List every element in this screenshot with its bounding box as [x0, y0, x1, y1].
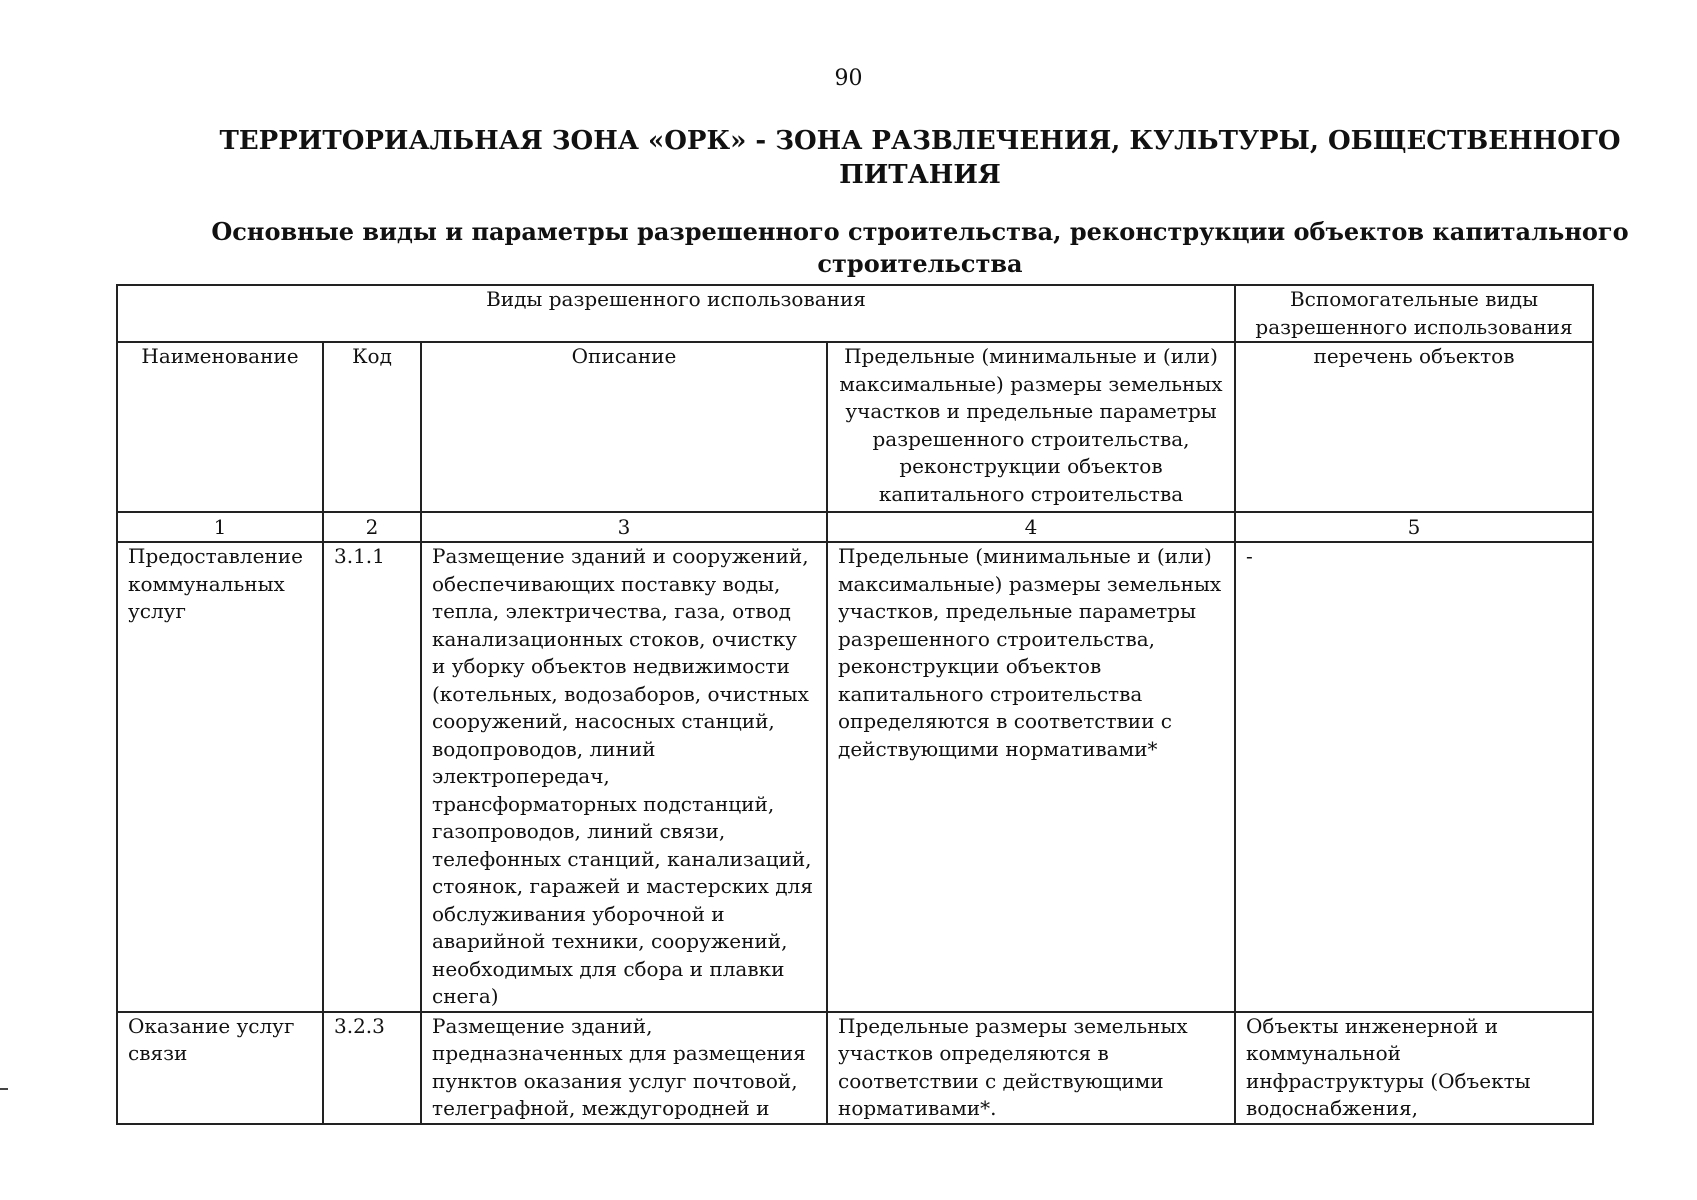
- col-number: 4: [827, 512, 1235, 542]
- col-header-aux: перечень объектов: [1235, 342, 1593, 512]
- group-header-aux: Вспомогательные виды разрешенного использования: [1235, 285, 1593, 342]
- col-header-code: Код: [323, 342, 421, 512]
- col-header-params: Предельные (минимальные и (или) максимальные) размеры земельных участков и предельные параметры разрешенного строительства, реконструкции объектов капитального строительства: [827, 342, 1235, 512]
- column-number-row: [117, 512, 1593, 542]
- permitted-use-table: [116, 284, 1594, 1125]
- cell-code: 3.2.3: [323, 1012, 421, 1124]
- group-header-main: Виды разрешенного использования: [117, 285, 1235, 342]
- margin-mark: [0, 1088, 8, 1090]
- group-header-row: [117, 285, 1593, 342]
- page-number: 90: [834, 66, 863, 91]
- col-header-name: Наименование: [117, 342, 323, 512]
- col-header-description: Описание: [421, 342, 827, 512]
- table-row: [117, 1012, 1593, 1124]
- section-subtitle: Основные виды и параметры разрешенного строительства, реконструкции объектов капитального строительства: [211, 217, 1629, 278]
- column-header-row: [117, 342, 1593, 512]
- table-row: [117, 542, 1593, 1012]
- col-number: 3: [421, 512, 827, 542]
- col-number: 1: [117, 512, 323, 542]
- col-number: 5: [1235, 512, 1593, 542]
- cell-description: Размещение зданий, предназначенных для размещения пунктов оказания услуг почтовой, телеграфной, междугородней и: [421, 1012, 827, 1124]
- cell-description: Размещение зданий и сооружений, обеспечивающих поставку воды, тепла, электричества, газа, отвод канализационных стоков, очистку и уборку объектов недвижимости (котельных, водозаборов, очистных сооружений, насосных станций, водопроводов, линий электропередач, трансформаторных подстанций, газопроводов, линий связи, телефонных станций, канализаций, стоянок, гаражей и мастерских для обслуживания уборочной и аварийной техники, сооружений, необходимых для сбора и плавки снега): [421, 542, 827, 1012]
- cell-name: Оказание услуг связи: [117, 1012, 323, 1124]
- cell-params: Предельные (минимальные и (или) максимальные) размеры земельных участков, предельные параметры разрешенного строительства, реконструкции объектов капитального строительства определяются в соответствии с действующими нормативами*: [827, 542, 1235, 1012]
- cell-code: 3.1.1: [323, 542, 421, 1012]
- cell-name: Предоставление коммунальных услуг: [117, 542, 323, 1012]
- zone-title: ТЕРРИТОРИАЛЬНАЯ ЗОНА «ОРК» - ЗОНА РАЗВЛЕЧЕНИЯ, КУЛЬТУРЫ, ОБЩЕСТВЕННОГО ПИТАНИЯ: [219, 126, 1621, 190]
- cell-aux: -: [1235, 542, 1593, 1012]
- cell-aux: Объекты инженерной и коммунальной инфраструктуры (Объекты водоснабжения,: [1235, 1012, 1593, 1124]
- cell-params: Предельные размеры земельных участков определяются в соответствии с действующими нормативами*.: [827, 1012, 1235, 1124]
- col-number: 2: [323, 512, 421, 542]
